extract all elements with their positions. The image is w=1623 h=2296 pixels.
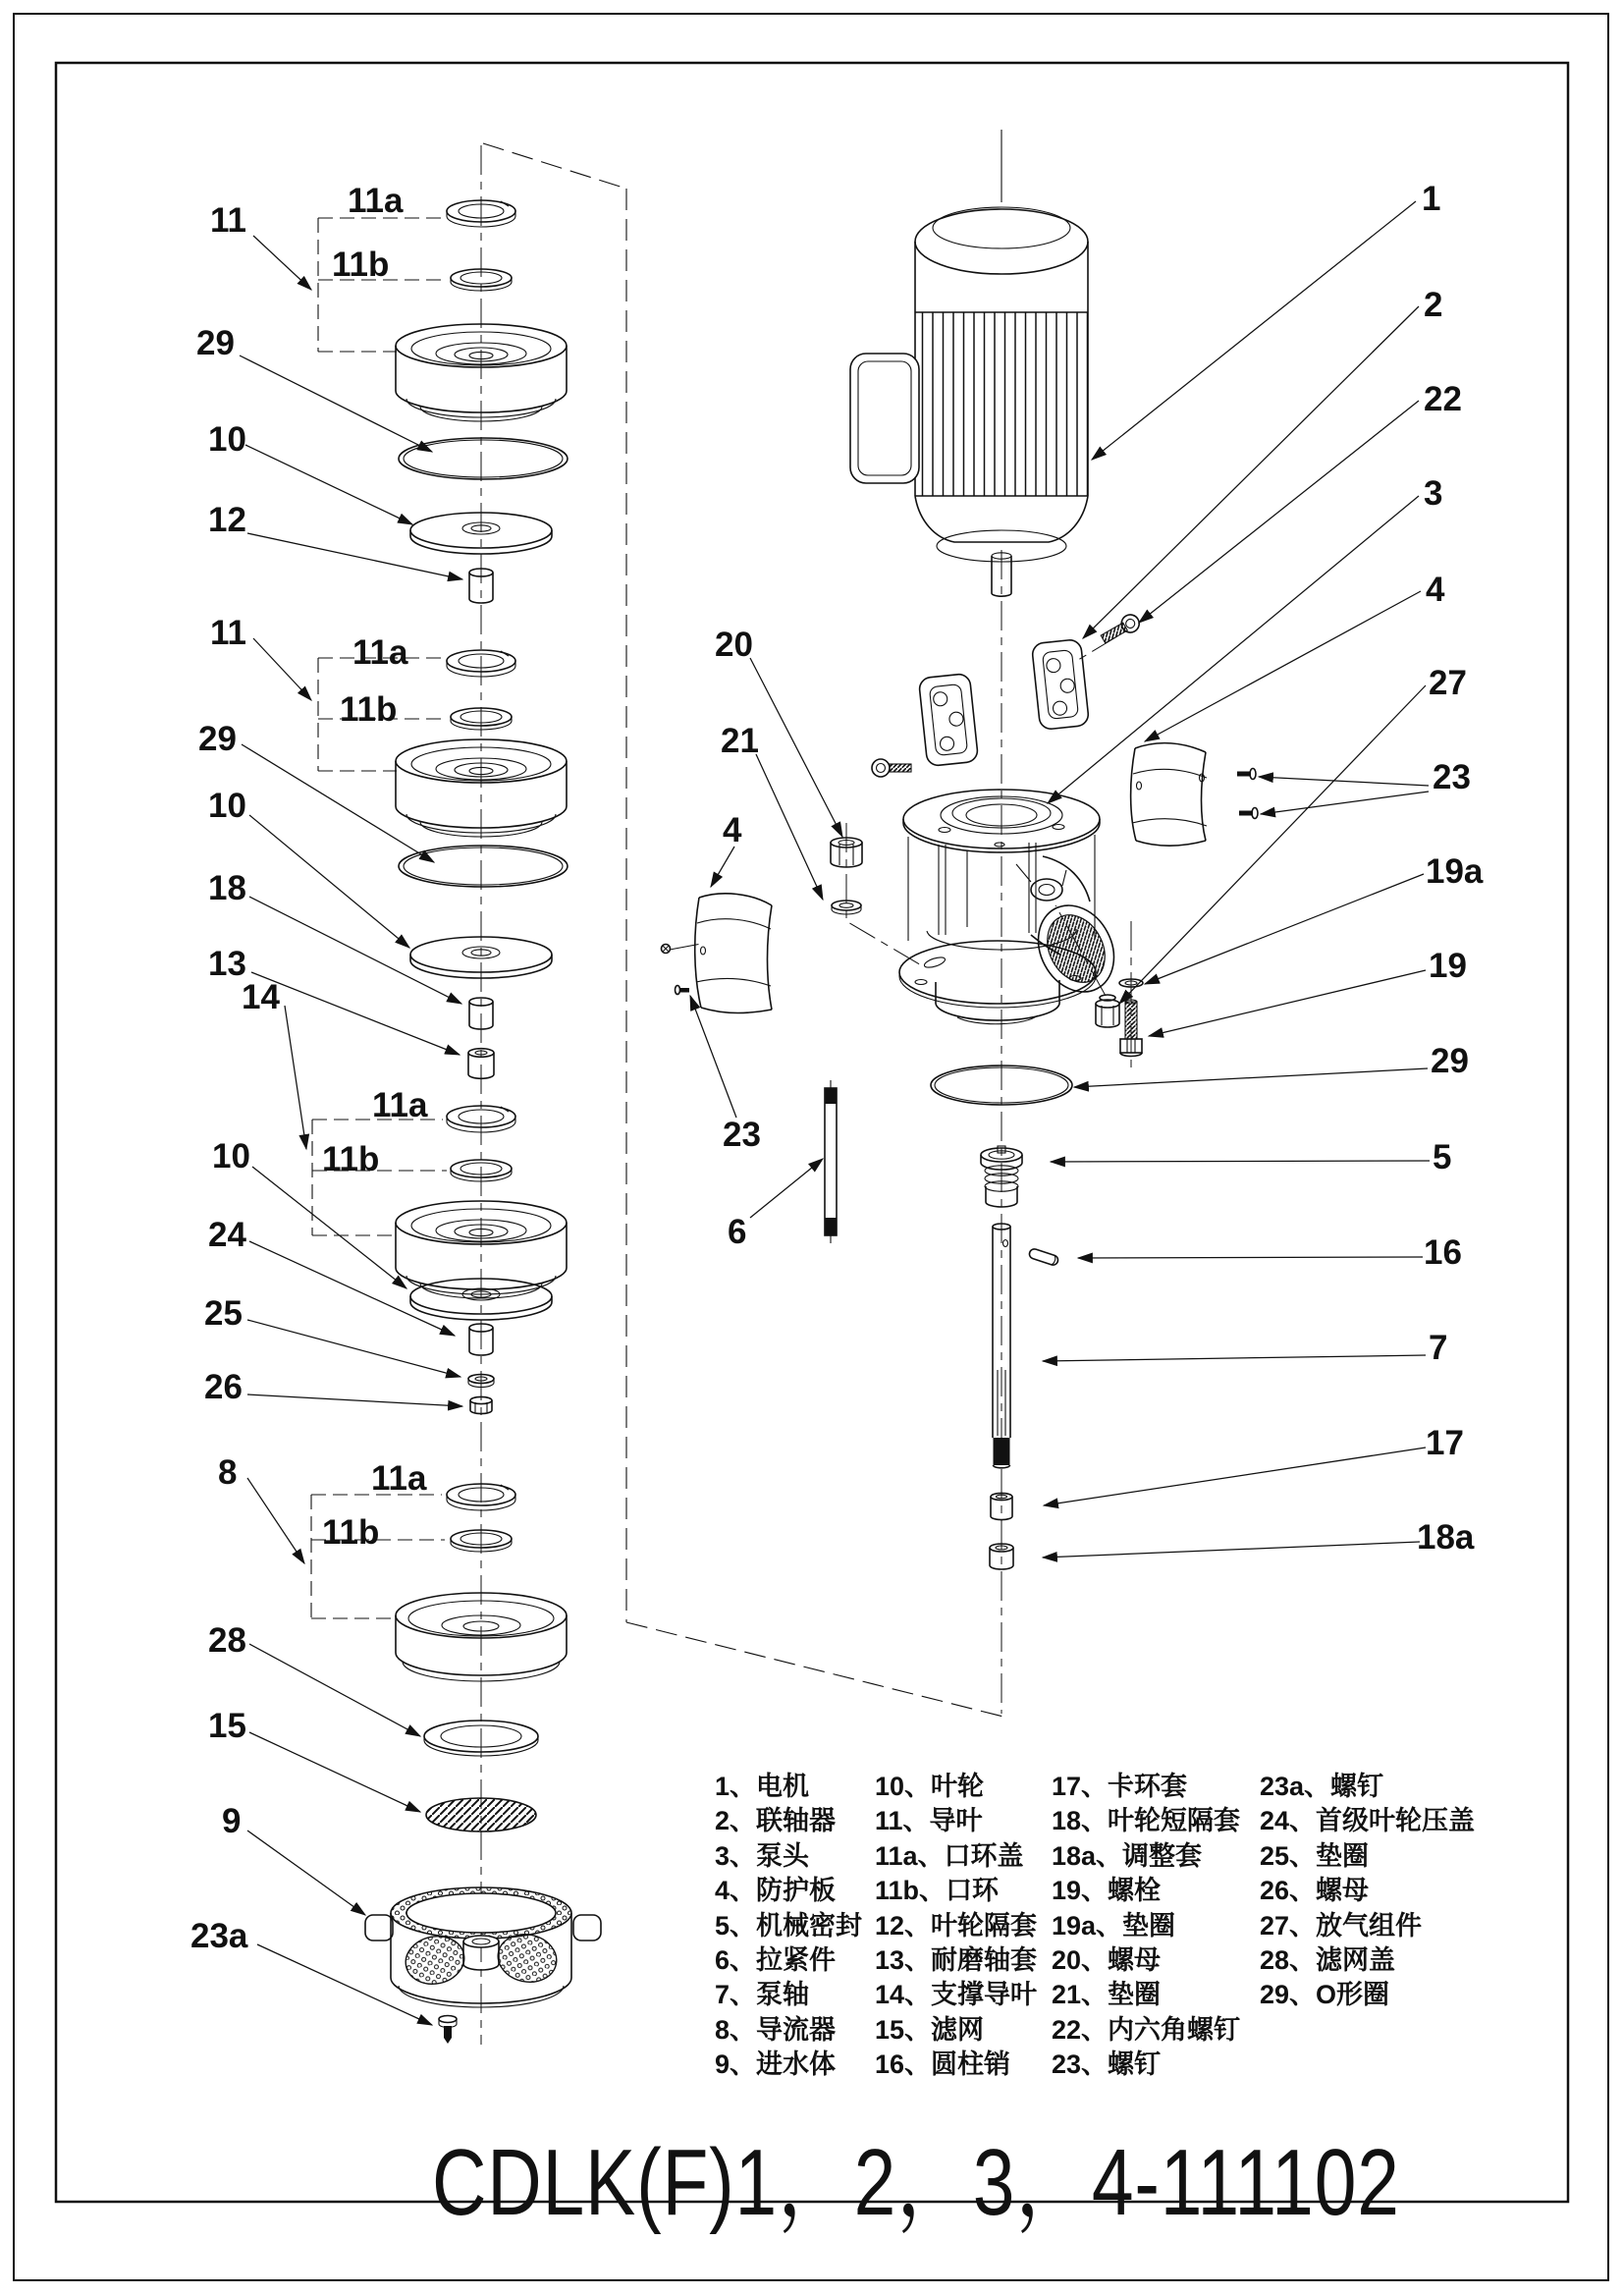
callout-11b: 11b — [332, 246, 390, 284]
callout-7: 7 — [1429, 1329, 1448, 1367]
legend-column-3 — [1052, 1770, 1260, 2083]
legend-item: 2、联轴器 — [715, 1806, 837, 1836]
callout-8: 8 — [218, 1453, 238, 1492]
legend-item: 29、O形圈 — [1260, 1980, 1390, 2010]
legend-item: 18a、调整套 — [1052, 1840, 1203, 1871]
callout-10: 10 — [208, 787, 246, 825]
parts-legend — [715, 1770, 1525, 2083]
callout-10: 10 — [208, 420, 246, 459]
callout-4: 4 — [1426, 571, 1445, 609]
callout-11a: 11a — [371, 1459, 427, 1498]
legend-column-2 — [875, 1770, 1052, 2083]
callout-11: 11 — [210, 614, 246, 652]
screw-22-drawing — [872, 612, 1142, 777]
callout-24: 24 — [208, 1216, 246, 1254]
legend-item: 25、垫圈 — [1260, 1840, 1370, 1871]
legend-item: 23a、螺钉 — [1260, 1772, 1384, 1801]
legend-item: 10、叶轮 — [875, 1772, 985, 1801]
callout-2: 2 — [1424, 286, 1443, 324]
legend-item: 24、首级叶轮压盖 — [1260, 1806, 1476, 1836]
callout-3: 3 — [1424, 474, 1443, 513]
screws-23-drawing — [662, 769, 1259, 995]
callout-18a: 18a — [1417, 1518, 1475, 1557]
legend-item: 16、圆柱销 — [875, 2050, 1011, 2080]
legend-item: 1、电机 — [715, 1772, 810, 1801]
callout-12: 12 — [208, 501, 246, 539]
callout-11a: 11a — [352, 633, 408, 672]
legend-item: 19、螺栓 — [1052, 1876, 1162, 1906]
callout-27: 27 — [1429, 664, 1467, 702]
legend-item: 21、垫圈 — [1052, 1980, 1162, 2010]
callout-11a: 11a — [348, 182, 404, 220]
legend-item: 22、内六角螺钉 — [1052, 2014, 1241, 2045]
legend-item: 8、导流器 — [715, 2014, 837, 2045]
legend-item: 23、螺钉 — [1052, 2050, 1162, 2080]
legend-item: 19a、垫圈 — [1052, 1910, 1176, 1941]
callout-5: 5 — [1433, 1138, 1452, 1176]
legend-item: 26、螺母 — [1260, 1876, 1370, 1906]
legend-item: 3、泵头 — [715, 1840, 810, 1871]
callout-21: 21 — [721, 722, 759, 760]
legend-item: 4、防护板 — [715, 1876, 837, 1906]
callout-11: 11 — [210, 201, 246, 240]
callout-26: 26 — [204, 1368, 243, 1406]
legend-item: 14、支撑导叶 — [875, 1980, 1038, 2010]
legend-column-4 — [1260, 1770, 1525, 2083]
callout-22: 22 — [1424, 380, 1462, 418]
legend-item: 13、耐磨轴套 — [875, 1944, 1038, 1975]
callout-13: 13 — [208, 945, 246, 983]
legend-item: 28、滤网盖 — [1260, 1944, 1396, 1975]
group-brackets — [311, 218, 447, 1618]
callout-11b: 11b — [340, 690, 398, 729]
coupling-drawing — [918, 639, 1089, 767]
legend-item: 9、进水体 — [715, 2050, 837, 2080]
guard-plate-right-drawing — [1131, 743, 1207, 847]
legend-item: 7、泵轴 — [715, 1980, 810, 2010]
callout-29: 29 — [196, 324, 235, 362]
callout-labels — [190, 180, 1484, 1955]
callout-20: 20 — [715, 626, 753, 664]
callout-11b: 11b — [322, 1140, 380, 1178]
screw-23a-drawing — [439, 2016, 457, 2045]
callout-29: 29 — [1431, 1042, 1469, 1080]
legend-item: 20、螺母 — [1052, 1944, 1162, 1975]
callout-14: 14 — [242, 978, 280, 1016]
callout-11b: 11b — [322, 1513, 380, 1552]
callout-23: 23 — [723, 1116, 761, 1154]
drawing-title: CDLK(F)1，2，3，4-111102 — [432, 2130, 1400, 2235]
mesh-screen-15-drawing — [426, 1798, 536, 1831]
callout-18: 18 — [208, 869, 246, 907]
callout-6: 6 — [728, 1213, 747, 1251]
legend-item: 6、拉紧件 — [715, 1944, 837, 1975]
callout-23a: 23a — [190, 1917, 248, 1955]
legend-item: 11a、口环盖 — [875, 1840, 1024, 1871]
callout-17: 17 — [1426, 1424, 1464, 1462]
callout-16: 16 — [1424, 1233, 1462, 1272]
callout-11a: 11a — [372, 1086, 428, 1124]
legend-item: 5、机械密封 — [715, 1910, 863, 1941]
callout-23: 23 — [1433, 758, 1471, 796]
legend-item: 27、放气组件 — [1260, 1910, 1423, 1941]
legend-item: 12、叶轮隔套 — [875, 1910, 1038, 1941]
inlet-body-9-drawing — [365, 1887, 601, 2007]
motor-drawing — [850, 207, 1088, 596]
callout-1: 1 — [1422, 180, 1441, 218]
callout-4: 4 — [723, 811, 742, 849]
callout-15: 15 — [208, 1707, 246, 1745]
callout-19a: 19a — [1426, 852, 1484, 891]
callout-28: 28 — [208, 1621, 246, 1660]
legend-item: 11b、口环 — [875, 1876, 1000, 1906]
legend-item: 18、叶轮短隔套 — [1052, 1806, 1241, 1836]
tie-rod-6-drawing — [825, 1080, 837, 1243]
callout-29: 29 — [198, 720, 237, 758]
legend-item: 11、导叶 — [875, 1806, 983, 1836]
callout-10: 10 — [212, 1137, 250, 1175]
pin-16-drawing — [1028, 1248, 1059, 1267]
pump-head-drawing — [899, 790, 1128, 1024]
vent-assembly-27-drawing — [1096, 995, 1119, 1027]
legend-item: 15、滤网 — [875, 2014, 985, 2045]
callout-9: 9 — [222, 1802, 242, 1840]
legend-column-1 — [715, 1770, 875, 2083]
legend-item: 17、卡环套 — [1052, 1772, 1188, 1801]
callout-25: 25 — [204, 1294, 243, 1333]
guard-plate-left-drawing — [695, 894, 772, 1013]
callout-19: 19 — [1429, 947, 1467, 985]
